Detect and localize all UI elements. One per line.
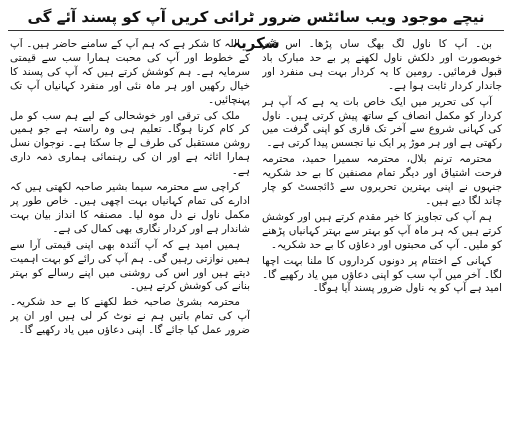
paragraph: ہم آپ کی تجاویز کا خیر مقدم کرتے ہیں اور کوشش کرتے ہیں کہ ہر ماہ آپ کو بہتر سے بہتر کہانیاں پڑھنے کو ملیں۔ آپ کی محبتوں اور دعاؤں کا بے حد شکریہ۔	[262, 210, 502, 251]
paragraph: محترمہ ترنم بلال، محترمہ سمیرا حمید، محترمہ فرحت اشتیاق اور دیگر تمام مصنفین کا بے حد شکریہ جنہوں نے اپنی بہترین تحریروں سے ڈائجسٹ کو چار چاند لگا دیے ہیں۔	[262, 153, 502, 207]
paragraph: کہانی کے اختتام پر دونوں کرداروں کا ملنا بہت اچھا لگا۔ آخر میں آپ سب کو اپنی دعاؤں میں یاد رکھیے گا۔ امید ہے آپ کو یہ ناول ضرور پسند آیا ہوگا۔	[262, 254, 502, 295]
paragraph: ہمیں امید ہے کہ آپ آئندہ بھی اپنی قیمتی آرا سے ہمیں نوازتی رہیں گی۔ ہم آپ کی رائے کو بہت اہمیت دیتے ہیں اور اس کی روشنی میں اپنے رسالے کو بہتر بنانے کی کوشش کرتے ہیں۔	[10, 238, 250, 293]
paragraph: آپ کی تحریر میں ایک خاص بات یہ ہے کہ آپ ہر کردار کو مکمل انصاف کے ساتھ پیش کرتی ہیں۔ ناول کی کہانی شروع سے آخر تک قاری کو اپنی گرفت میں رکھتی ہے اور ہر موڑ پر ایک نیا تجسس پیدا کرتی ہے۔	[262, 95, 502, 150]
left-column	[10, 38, 250, 414]
paragraph: کراچی سے محترمہ سیما بشیر صاحبہ لکھتی ہیں کہ ادارے کی تمام کہانیاں بہت اچھی ہیں۔ خاص طور پر مکمل ناول نے دل موہ لیا۔ مصنفہ کا انداز بیان بہت شاندار ہے اور کردار نگاری بھی کمال کی ہے۔	[10, 181, 250, 235]
text-columns	[10, 38, 502, 414]
paragraph: بن۔ آپ کا ناول لگ بھگ ساں پڑھا۔ اس قدر خوبصورت اور دلکش ناول لکھنے پر بے حد مبارک باد قبول فرمائیں۔ رومین کا یہ کردار بہت ہی منفرد اور جاندار کردار ثابت ہوا ہے۔	[262, 38, 502, 92]
paragraph: ملک کی ترقی اور خوشحالی کے لیے ہم سب کو مل کر کام کرنا ہوگا۔ تعلیم ہی وہ راستہ ہے جو ہمیں روشن مستقبل کی طرف لے جا سکتا ہے۔ نوجوان نسل ہمارا اثاثہ ہے اور ان کی رہنمائی ہماری ذمہ داری ہے۔	[10, 109, 250, 178]
right-column	[262, 38, 502, 414]
paragraph: اللہ کا شکر ہے کہ ہم آپ کے سامنے حاضر ہیں۔ آپ کے خطوط اور آپ کی محبت ہمارا سب سے قیمتی سرمایہ ہے۔ ہم کوشش کرتے ہیں کہ آپ کی پسند کا خیال رکھیں اور ہر ماہ نئی اور منفرد کہانیاں آپ تک پہنچائیں۔	[10, 38, 250, 106]
paragraph: محترمہ بشریٰ صاحبہ خط لکھنے کا بے حد شکریہ۔ آپ کی تمام باتیں ہم نے نوٹ کر لی ہیں اور ان پر ضرور عمل کیا جائے گا۔ اپنی دعاؤں میں یاد رکھیے گا۔	[10, 296, 250, 337]
page-header: نیچے موجود ویب سائٹس ضرور ٹرائی کریں آپ کو پسند آئے گی شکریہ	[8, 4, 504, 31]
